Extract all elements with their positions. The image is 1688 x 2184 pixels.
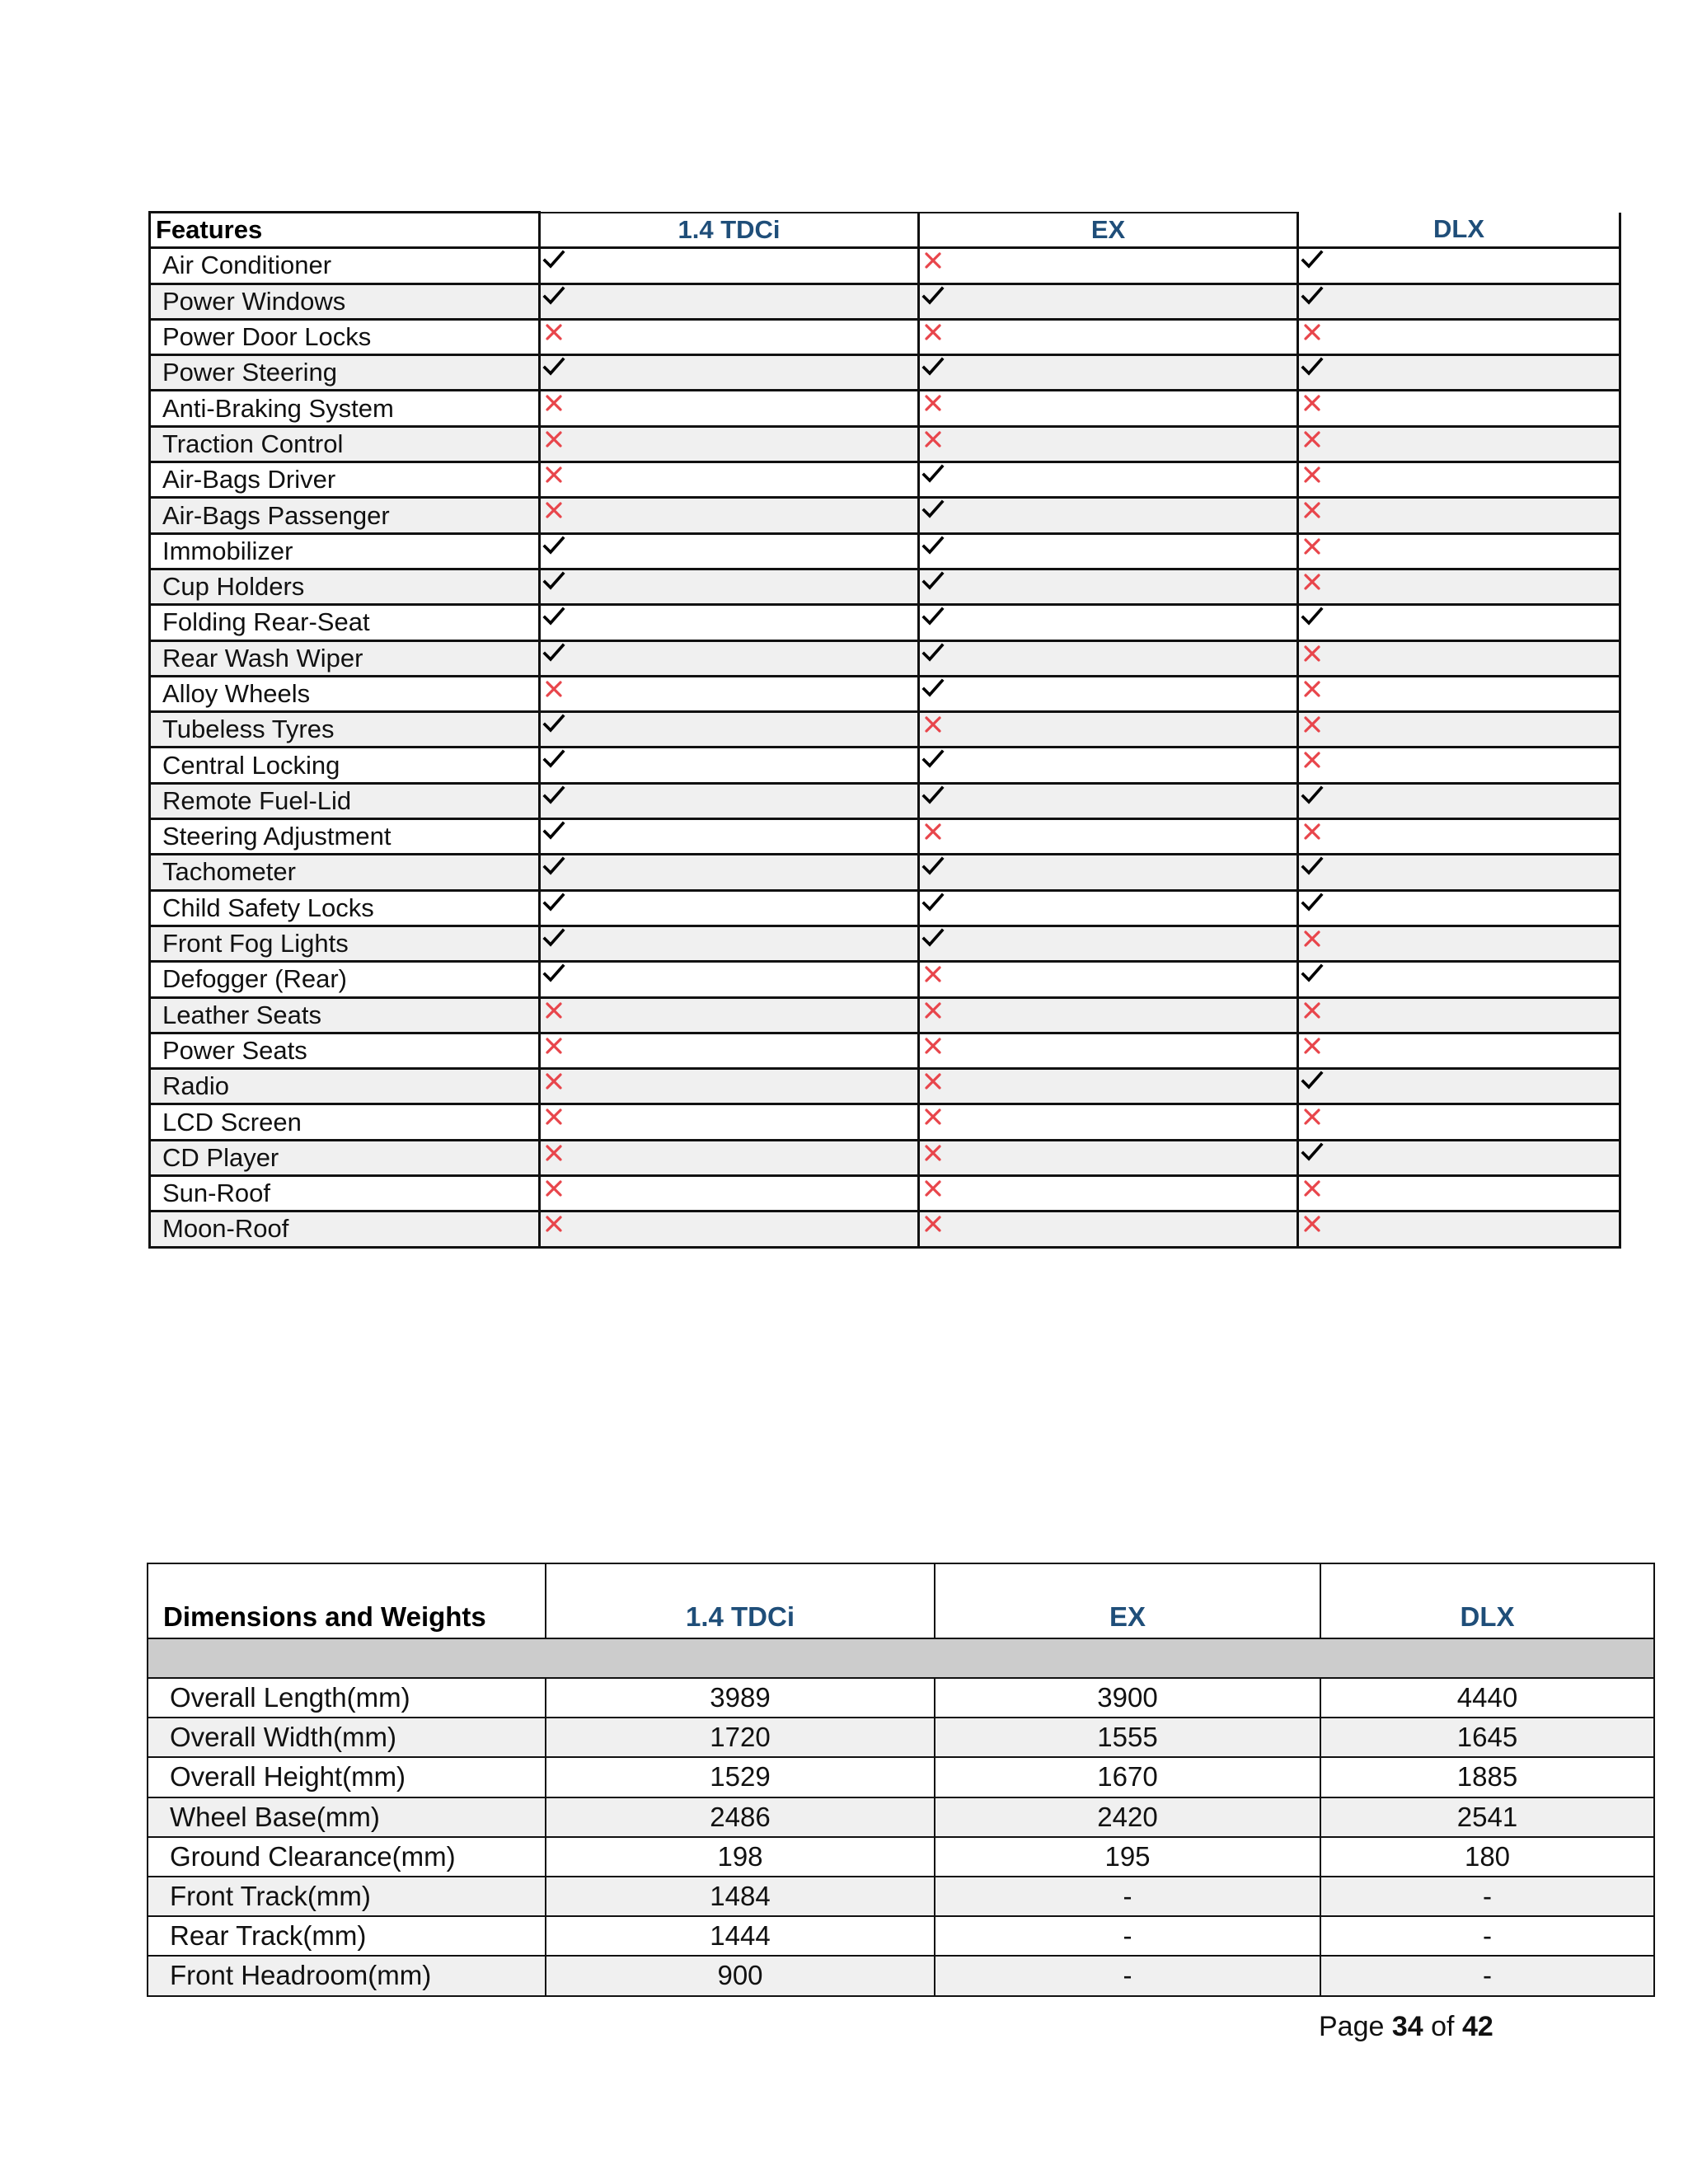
feature-name: LCD Screen bbox=[150, 1104, 540, 1140]
feature-name: Rear Wash Wiper bbox=[150, 640, 540, 676]
feature-cell-tdci bbox=[540, 1176, 919, 1212]
dimensions-header-tdci: 1.4 TDCi bbox=[546, 1563, 935, 1638]
feature-cell-dlx bbox=[1298, 1212, 1620, 1247]
feature-row bbox=[150, 569, 1620, 604]
feature-row bbox=[150, 533, 1620, 569]
feature-row bbox=[150, 498, 1620, 533]
dimension-value-ex: 2420 bbox=[935, 1797, 1320, 1837]
feature-cell-dlx bbox=[1298, 640, 1620, 676]
features-header-row bbox=[150, 213, 1620, 248]
feature-row bbox=[150, 676, 1620, 711]
feature-cell-ex bbox=[919, 284, 1298, 319]
feature-cell-ex bbox=[919, 962, 1298, 997]
page-number bbox=[1319, 2011, 1493, 2043]
feature-cell-ex bbox=[919, 748, 1298, 783]
feature-cell-dlx bbox=[1298, 676, 1620, 711]
feature-name: Air-Bags Passenger bbox=[150, 498, 540, 533]
feature-cell-tdci bbox=[540, 1104, 919, 1140]
feature-row bbox=[150, 855, 1620, 890]
feature-cell-dlx bbox=[1298, 355, 1620, 391]
feature-cell-tdci bbox=[540, 855, 919, 890]
features-header-ex: EX bbox=[919, 213, 1298, 248]
feature-cell-tdci bbox=[540, 426, 919, 462]
feature-name: Air-Bags Driver bbox=[150, 462, 540, 498]
dimension-label: Overall Width(mm) bbox=[148, 1718, 546, 1757]
dimension-value-ex: 3900 bbox=[935, 1678, 1320, 1718]
feature-cell-tdci bbox=[540, 1212, 919, 1247]
feature-name: Child Safety Locks bbox=[150, 890, 540, 926]
feature-row bbox=[150, 355, 1620, 391]
features-table bbox=[148, 211, 1621, 1249]
dimension-value-dlx: 2541 bbox=[1320, 1797, 1654, 1837]
features-header-label: Features bbox=[150, 213, 540, 248]
feature-row bbox=[150, 819, 1620, 855]
features-header-tdci: 1.4 TDCi bbox=[540, 213, 919, 248]
feature-cell-ex bbox=[919, 1212, 1298, 1247]
feature-cell-tdci bbox=[540, 819, 919, 855]
feature-cell-tdci bbox=[540, 676, 919, 711]
feature-row bbox=[150, 926, 1620, 961]
feature-cell-dlx bbox=[1298, 391, 1620, 426]
dimension-value-dlx: 1645 bbox=[1320, 1718, 1654, 1757]
feature-cell-dlx bbox=[1298, 926, 1620, 961]
feature-cell-tdci bbox=[540, 1140, 919, 1175]
dimension-value-dlx: 4440 bbox=[1320, 1678, 1654, 1718]
feature-row bbox=[150, 997, 1620, 1033]
dimension-row bbox=[148, 1718, 1654, 1757]
feature-cell-ex bbox=[919, 640, 1298, 676]
feature-cell-tdci bbox=[540, 783, 919, 818]
feature-cell-ex bbox=[919, 1140, 1298, 1175]
feature-name: Steering Adjustment bbox=[150, 819, 540, 855]
feature-cell-tdci bbox=[540, 605, 919, 640]
feature-cell-ex bbox=[919, 462, 1298, 498]
dimension-value-ex: 1670 bbox=[935, 1757, 1320, 1797]
dimensions-table-body bbox=[148, 1638, 1654, 1996]
feature-cell-ex bbox=[919, 1176, 1298, 1212]
dimension-row bbox=[148, 1797, 1654, 1837]
feature-cell-tdci bbox=[540, 640, 919, 676]
dimension-row bbox=[148, 1916, 1654, 1956]
feature-name: Moon-Roof bbox=[150, 1212, 540, 1247]
dimension-row bbox=[148, 1678, 1654, 1718]
dimension-label: Overall Height(mm) bbox=[148, 1757, 546, 1797]
feature-cell-dlx bbox=[1298, 569, 1620, 604]
feature-cell-dlx bbox=[1298, 962, 1620, 997]
feature-cell-ex bbox=[919, 319, 1298, 354]
feature-cell-ex bbox=[919, 926, 1298, 961]
dimensions-header-ex: EX bbox=[935, 1563, 1320, 1638]
feature-row bbox=[150, 783, 1620, 818]
feature-cell-dlx bbox=[1298, 1176, 1620, 1212]
feature-cell-ex bbox=[919, 855, 1298, 890]
feature-cell-dlx bbox=[1298, 855, 1620, 890]
dimension-row bbox=[148, 1956, 1654, 1995]
feature-cell-dlx bbox=[1298, 783, 1620, 818]
page-prefix: Page bbox=[1319, 2011, 1385, 2042]
feature-cell-tdci bbox=[540, 248, 919, 284]
dimension-row bbox=[148, 1837, 1654, 1877]
feature-row bbox=[150, 1140, 1620, 1175]
feature-cell-dlx bbox=[1298, 997, 1620, 1033]
feature-cell-ex bbox=[919, 997, 1298, 1033]
feature-row bbox=[150, 462, 1620, 498]
feature-name: Anti-Braking System bbox=[150, 391, 540, 426]
feature-row bbox=[150, 1104, 1620, 1140]
dimension-value-ex: - bbox=[935, 1916, 1320, 1956]
dimension-value-ex: - bbox=[935, 1877, 1320, 1916]
feature-row bbox=[150, 962, 1620, 997]
dimension-value-dlx: - bbox=[1320, 1956, 1654, 1995]
dimensions-header-row bbox=[148, 1563, 1654, 1638]
feature-cell-tdci bbox=[540, 997, 919, 1033]
dimension-value-tdci: 1720 bbox=[546, 1718, 935, 1757]
feature-name: Air Conditioner bbox=[150, 248, 540, 284]
feature-cell-tdci bbox=[540, 569, 919, 604]
feature-row bbox=[150, 1069, 1620, 1104]
feature-row bbox=[150, 426, 1620, 462]
feature-cell-dlx bbox=[1298, 498, 1620, 533]
feature-cell-tdci bbox=[540, 355, 919, 391]
page-current: 34 bbox=[1391, 2011, 1423, 2042]
feature-name: Radio bbox=[150, 1069, 540, 1104]
feature-cell-tdci bbox=[540, 533, 919, 569]
dimensions-header-label: Dimensions and Weights bbox=[148, 1563, 546, 1638]
feature-cell-ex bbox=[919, 391, 1298, 426]
feature-name: Tubeless Tyres bbox=[150, 712, 540, 748]
dimension-value-ex: - bbox=[935, 1956, 1320, 1995]
dimension-value-tdci: 1444 bbox=[546, 1916, 935, 1956]
feature-row bbox=[150, 712, 1620, 748]
features-header-dlx: DLX bbox=[1298, 213, 1620, 248]
feature-name: Leather Seats bbox=[150, 997, 540, 1033]
dimension-value-dlx: - bbox=[1320, 1916, 1654, 1956]
feature-cell-ex bbox=[919, 676, 1298, 711]
feature-name: Central Locking bbox=[150, 748, 540, 783]
feature-cell-dlx bbox=[1298, 284, 1620, 319]
feature-cell-tdci bbox=[540, 391, 919, 426]
feature-row bbox=[150, 1033, 1620, 1068]
feature-cell-tdci bbox=[540, 1033, 919, 1068]
feature-cell-tdci bbox=[540, 890, 919, 926]
feature-cell-dlx bbox=[1298, 890, 1620, 926]
dimension-label: Front Headroom(mm) bbox=[148, 1956, 546, 1995]
dimension-value-tdci: 1484 bbox=[546, 1877, 935, 1916]
feature-name: Immobilizer bbox=[150, 533, 540, 569]
feature-row bbox=[150, 248, 1620, 284]
feature-row bbox=[150, 890, 1620, 926]
dimensions-band-cell bbox=[148, 1638, 1654, 1678]
feature-name: Front Fog Lights bbox=[150, 926, 540, 961]
dimensions-header-dlx: DLX bbox=[1320, 1563, 1654, 1638]
feature-cell-tdci bbox=[540, 462, 919, 498]
feature-cell-ex bbox=[919, 1033, 1298, 1068]
feature-cell-ex bbox=[919, 355, 1298, 391]
feature-cell-dlx bbox=[1298, 748, 1620, 783]
feature-row bbox=[150, 640, 1620, 676]
dimension-row bbox=[148, 1757, 1654, 1797]
feature-cell-dlx bbox=[1298, 712, 1620, 748]
feature-cell-ex bbox=[919, 783, 1298, 818]
feature-cell-dlx bbox=[1298, 1069, 1620, 1104]
feature-name: Folding Rear-Seat bbox=[150, 605, 540, 640]
dimension-value-tdci: 2486 bbox=[546, 1797, 935, 1837]
feature-cell-tdci bbox=[540, 748, 919, 783]
feature-cell-ex bbox=[919, 248, 1298, 284]
feature-cell-dlx bbox=[1298, 426, 1620, 462]
dimension-label: Ground Clearance(mm) bbox=[148, 1837, 546, 1877]
dimension-label: Rear Track(mm) bbox=[148, 1916, 546, 1956]
feature-cell-ex bbox=[919, 569, 1298, 604]
feature-cell-ex bbox=[919, 426, 1298, 462]
dimension-value-tdci: 900 bbox=[546, 1956, 935, 1995]
feature-cell-dlx bbox=[1298, 1140, 1620, 1175]
feature-cell-ex bbox=[919, 890, 1298, 926]
feature-name: Defogger (Rear) bbox=[150, 962, 540, 997]
feature-cell-ex bbox=[919, 605, 1298, 640]
dimension-value-ex: 195 bbox=[935, 1837, 1320, 1877]
dimension-label: Overall Length(mm) bbox=[148, 1678, 546, 1718]
feature-cell-ex bbox=[919, 1104, 1298, 1140]
feature-cell-dlx bbox=[1298, 605, 1620, 640]
feature-cell-tdci bbox=[540, 284, 919, 319]
feature-name: Sun-Roof bbox=[150, 1176, 540, 1212]
dimension-value-dlx: 1885 bbox=[1320, 1757, 1654, 1797]
feature-cell-dlx bbox=[1298, 248, 1620, 284]
feature-name: Power Windows bbox=[150, 284, 540, 319]
feature-row bbox=[150, 284, 1620, 319]
dimension-label: Front Track(mm) bbox=[148, 1877, 546, 1916]
feature-cell-ex bbox=[919, 712, 1298, 748]
feature-cell-dlx bbox=[1298, 1033, 1620, 1068]
feature-row bbox=[150, 1176, 1620, 1212]
features-table-body bbox=[150, 248, 1620, 1247]
feature-cell-ex bbox=[919, 498, 1298, 533]
feature-cell-dlx bbox=[1298, 533, 1620, 569]
feature-cell-ex bbox=[919, 533, 1298, 569]
feature-cell-tdci bbox=[540, 926, 919, 961]
dimension-label: Wheel Base(mm) bbox=[148, 1797, 546, 1837]
feature-name: Power Steering bbox=[150, 355, 540, 391]
feature-cell-dlx bbox=[1298, 819, 1620, 855]
feature-cell-dlx bbox=[1298, 1104, 1620, 1140]
feature-name: Cup Holders bbox=[150, 569, 540, 604]
feature-cell-dlx bbox=[1298, 319, 1620, 354]
feature-name: Alloy Wheels bbox=[150, 676, 540, 711]
feature-cell-ex bbox=[919, 819, 1298, 855]
dimension-value-tdci: 3989 bbox=[546, 1678, 935, 1718]
feature-name: CD Player bbox=[150, 1140, 540, 1175]
dimension-value-ex: 1555 bbox=[935, 1718, 1320, 1757]
dimensions-table bbox=[147, 1563, 1655, 1997]
feature-row bbox=[150, 391, 1620, 426]
feature-row bbox=[150, 748, 1620, 783]
feature-row bbox=[150, 1212, 1620, 1247]
feature-name: Traction Control bbox=[150, 426, 540, 462]
feature-cell-ex bbox=[919, 1069, 1298, 1104]
feature-name: Power Seats bbox=[150, 1033, 540, 1068]
feature-cell-dlx bbox=[1298, 462, 1620, 498]
feature-name: Tachometer bbox=[150, 855, 540, 890]
feature-row bbox=[150, 319, 1620, 354]
dimension-row bbox=[148, 1877, 1654, 1916]
page-total: 42 bbox=[1461, 2011, 1493, 2042]
feature-cell-tdci bbox=[540, 962, 919, 997]
dimension-value-tdci: 1529 bbox=[546, 1757, 935, 1797]
feature-cell-tdci bbox=[540, 712, 919, 748]
feature-cell-tdci bbox=[540, 319, 919, 354]
dimension-value-tdci: 198 bbox=[546, 1837, 935, 1877]
feature-name: Remote Fuel-Lid bbox=[150, 783, 540, 818]
feature-cell-tdci bbox=[540, 1069, 919, 1104]
feature-cell-tdci bbox=[540, 498, 919, 533]
page-of: of bbox=[1431, 2011, 1455, 2042]
feature-row bbox=[150, 605, 1620, 640]
dimension-value-dlx: 180 bbox=[1320, 1837, 1654, 1877]
dimension-value-dlx: - bbox=[1320, 1877, 1654, 1916]
dimensions-band-row bbox=[148, 1638, 1654, 1678]
feature-name: Power Door Locks bbox=[150, 319, 540, 354]
